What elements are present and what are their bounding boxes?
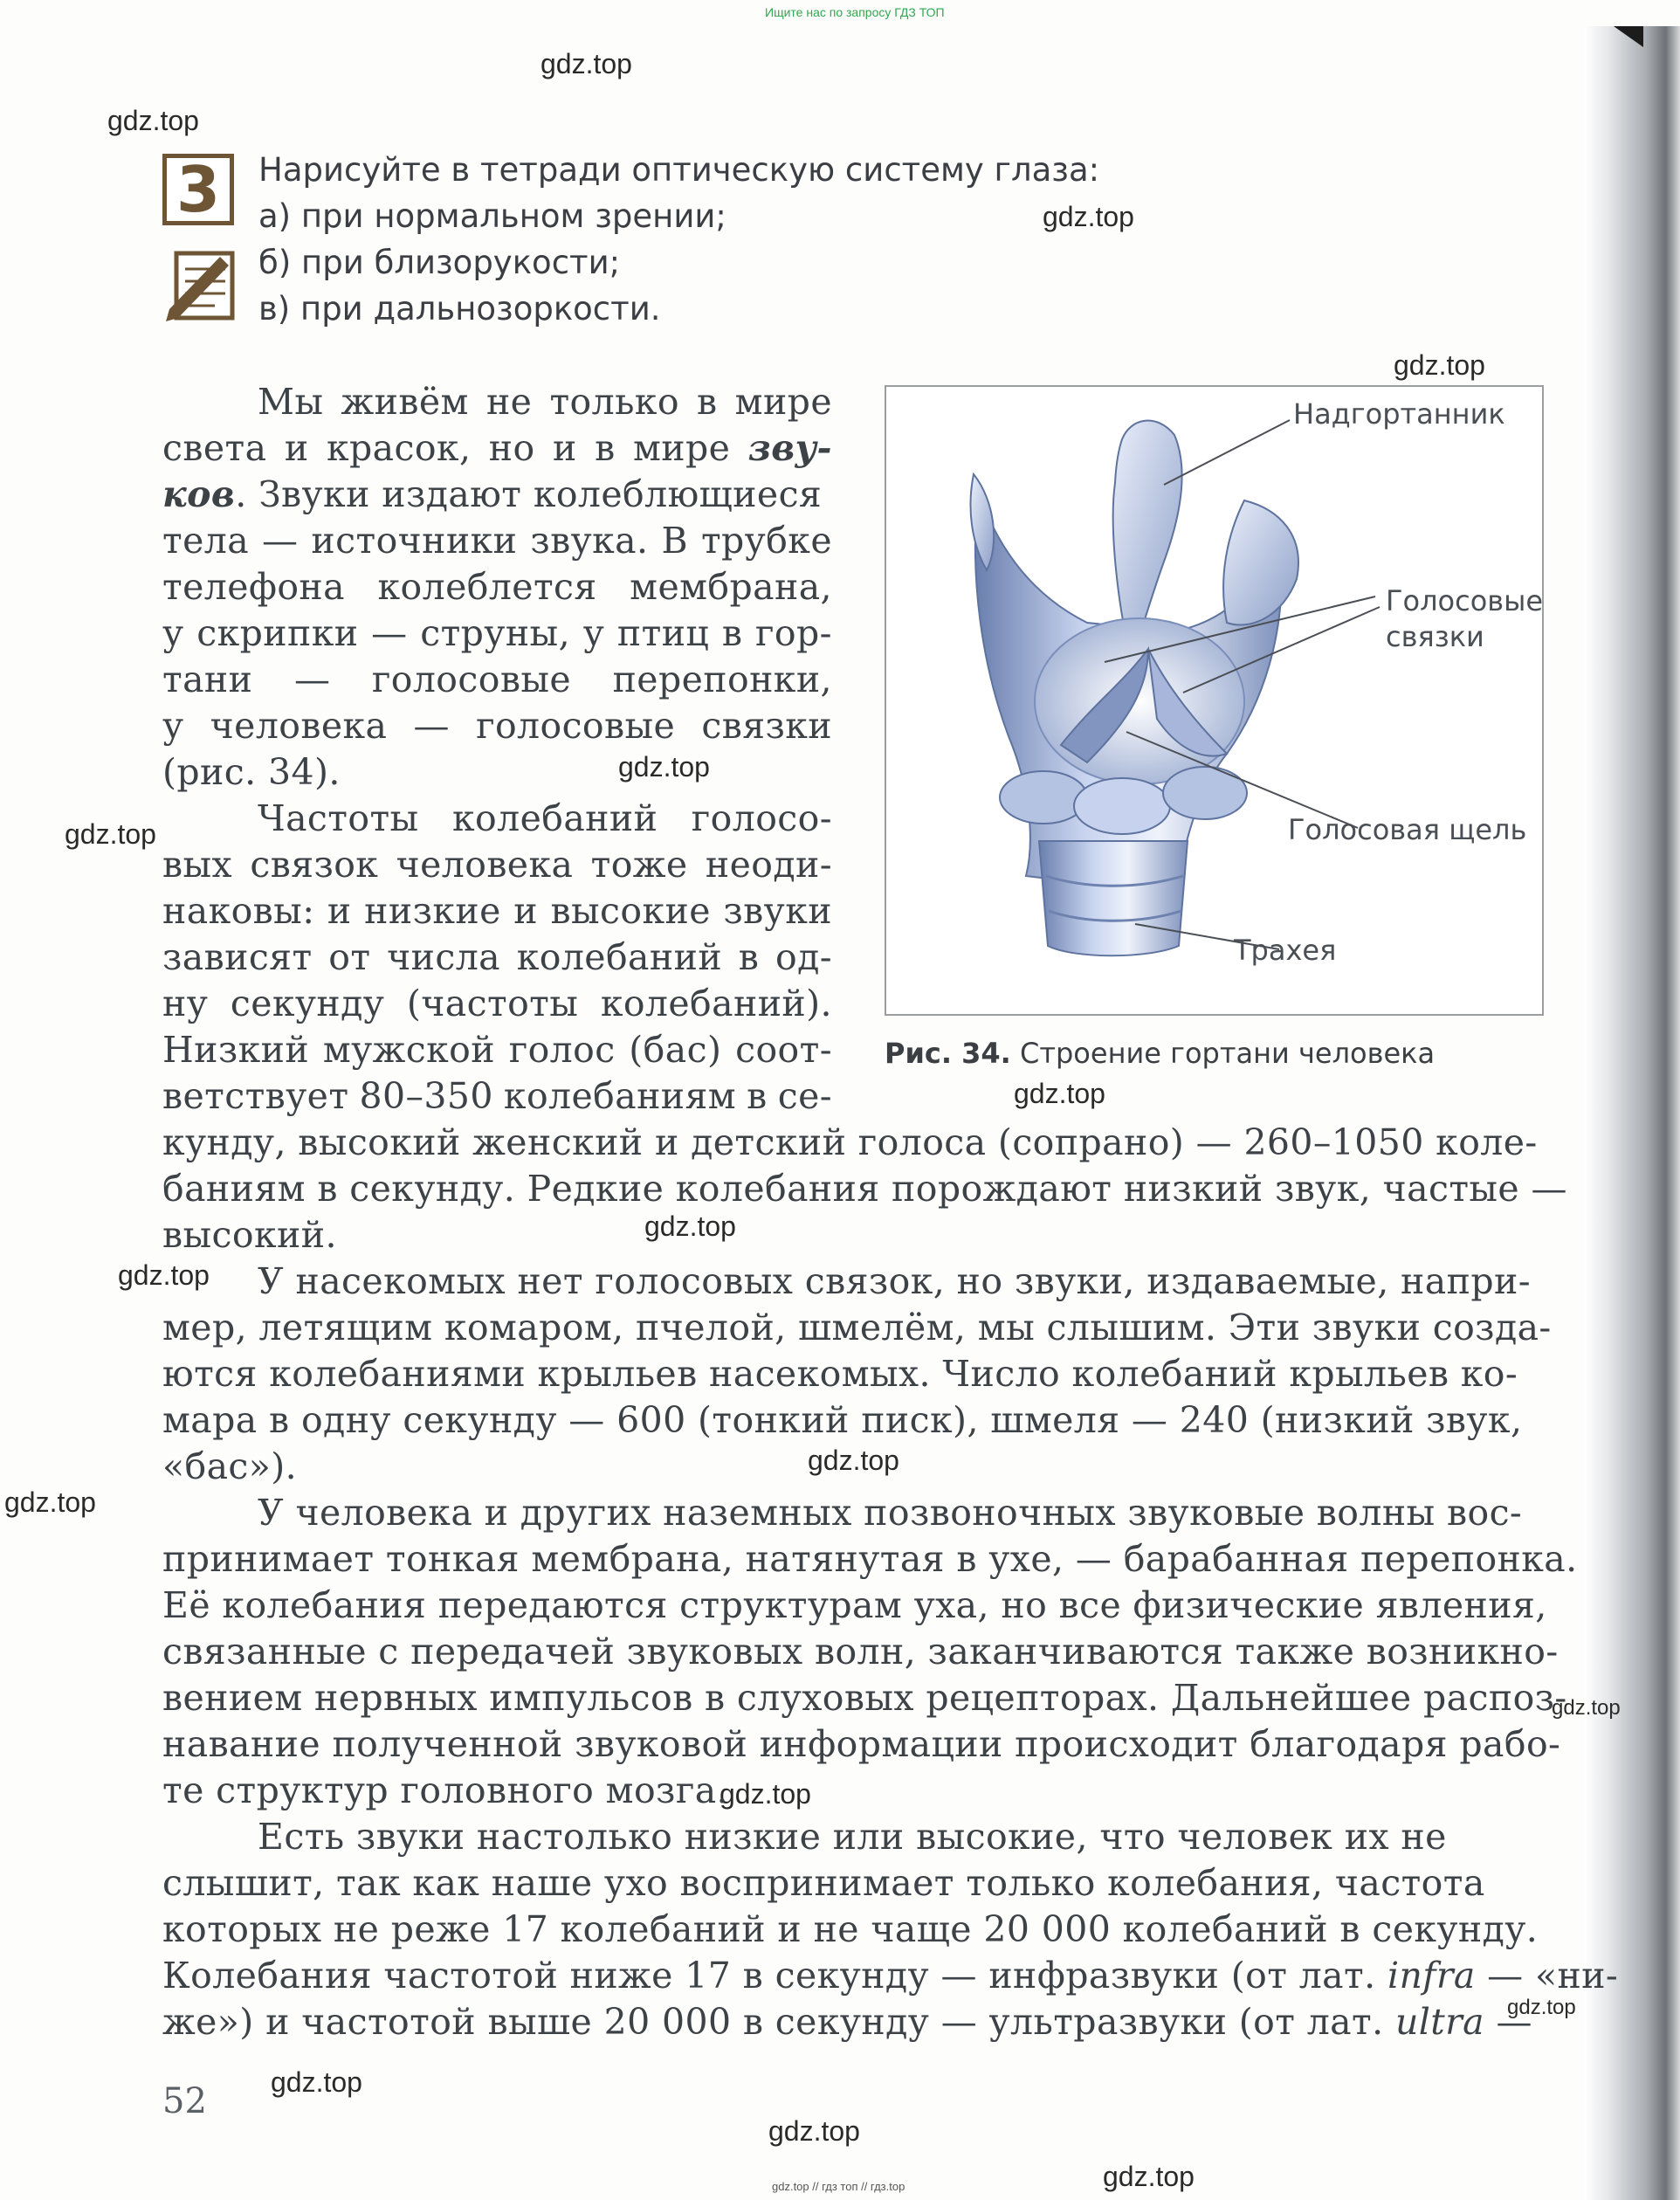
label-vocal-cords: связки — [1386, 620, 1484, 653]
term-sounds: ков — [162, 473, 236, 515]
footer-links[interactable]: gdz.top // гдз топ // гдз.top — [772, 2180, 905, 2193]
watermark: gdz.top — [1552, 1696, 1621, 1720]
watermark: gdz.top — [1103, 2161, 1195, 2192]
para2-line: наковы: и низкие и высокие звуки — [162, 890, 832, 932]
notebook-pencil-icon — [162, 246, 241, 325]
larynx-illustration — [886, 387, 1542, 1014]
term-sounds: зву- — [747, 427, 832, 469]
watermark: gdz.top — [1043, 201, 1134, 232]
para5-line: Колебания частотой ниже 17 в секунду — инфразвуки (от лат. infra — «ни- — [162, 1955, 1619, 1997]
page-edge-shadow — [1584, 26, 1680, 2200]
watermark: gdz.top — [644, 1210, 736, 1242]
para3-line: ются колебаниями крыльев насекомых. Число колебаний крыльев ко- — [162, 1353, 1518, 1395]
para1-line: Мы живём не только в мире — [258, 381, 832, 423]
para1-line: тани — голосовые перепонки, — [162, 659, 832, 700]
label-trachea: Трахея — [1234, 934, 1337, 967]
para1-line: (рис. 34). — [162, 751, 341, 793]
watermark: gdz.top — [118, 1259, 210, 1291]
latin-term: ultra — [1394, 2001, 1485, 2043]
para2-line: баниям в секунду. Редкие колебания порождают низкий звук, частые — — [162, 1168, 1567, 1210]
figure-caption: Рис. 34. Строение гортани человека — [885, 1037, 1436, 1070]
para5-line: которых не реже 17 колебаний и не чаще 20 000 колебаний в секунду. — [162, 1908, 1539, 1950]
para4-line: вением нервных импульсов в слуховых рецепторах. Дальнейшее распоз- — [162, 1677, 1567, 1719]
para3-line: мара в одну секунду — 600 (тонкий писк), шмеля — 240 (низкий звук, — [162, 1399, 1523, 1441]
para3-line: «бас»). — [162, 1445, 298, 1487]
para1-line: у человека — голосовые связки — [162, 705, 832, 747]
para5-line: слышит, так как наше ухо воспринимает только колебания, частота — [162, 1862, 1485, 1904]
task-title: Нарисуйте в тетради оптическую систему глаза: — [258, 151, 1100, 189]
label-vocal-cords: Голосовые — [1386, 584, 1544, 617]
para4-line: те структур головного мозга. — [162, 1769, 728, 1811]
watermark: gdz.top — [808, 1445, 899, 1476]
para4-line: У человека и других наземных позвоночных звуковые волны вос- — [258, 1492, 1523, 1534]
para2-line: вых связок человека тоже неоди- — [162, 844, 832, 886]
watermark: gdz.top — [1394, 349, 1485, 381]
para1-line: телефона колеблется мембрана, — [162, 566, 832, 608]
page-corner — [1614, 26, 1643, 47]
page-number: 52 — [162, 2081, 207, 2121]
watermark: gdz.top — [4, 1486, 96, 1518]
top-banner[interactable]: Ищите нас по запросу ГДЗ ТОП — [765, 5, 945, 19]
para2-line: Частоты колебаний голосо- — [258, 797, 832, 839]
task-number-icon: 3 — [162, 154, 234, 225]
watermark: gdz.top — [271, 2066, 362, 2098]
para5-line: же») и частотой выше 20 000 в секунду — ультразвуки (от лат. ultra — — [162, 2001, 1532, 2043]
watermark: gdz.top — [1507, 1996, 1576, 2019]
task-item-c: в) при дальнозоркости. — [258, 290, 661, 328]
watermark: gdz.top — [65, 818, 156, 850]
label-glottis: Голосовая щель — [1288, 813, 1527, 846]
para4-line: принимает тонкая мембрана, натянутая в ухе, — барабанная перепонка. — [162, 1538, 1578, 1580]
para1-line: света и красок, но и в мире зву- — [162, 425, 832, 472]
watermark: gdz.top — [1014, 1078, 1105, 1109]
label-epiglottis: Надгортанник — [1293, 397, 1505, 431]
para2-line: кунду, высокий женский и детский голоса (сопрано) — 260–1050 коле- — [162, 1121, 1538, 1163]
para2-line: ну секунду (частоты колебаний). — [162, 983, 832, 1024]
figure-34-box — [885, 385, 1544, 1016]
latin-term: infra — [1387, 1955, 1476, 1997]
watermark: gdz.top — [768, 2115, 860, 2147]
para4-line: связанные с передачей звуковых волн, заканчиваются также возникно- — [162, 1631, 1559, 1672]
watermark: gdz.top — [720, 1778, 811, 1810]
para1-line: ков. Звуки издают колеблющиеся — [162, 473, 823, 515]
watermark: gdz.top — [107, 105, 199, 136]
para2-line: высокий. — [162, 1214, 337, 1256]
watermark: gdz.top — [618, 751, 710, 783]
task-item-b: б) при близорукости; — [258, 244, 621, 281]
para1-line: у скрипки — струны, у птиц в гор- — [162, 612, 832, 654]
para4-line: Её колебания передаются структурам уха, но все физические явления, — [162, 1584, 1547, 1626]
task-item-a: а) при нормальном зрении; — [258, 197, 726, 235]
para2-line: Низкий мужской голос (бас) соот- — [162, 1029, 832, 1071]
para5-line: Есть звуки настолько низкие или высокие, что человек их не — [258, 1816, 1447, 1858]
para3-line: У насекомых нет голосовых связок, но звуки, издаваемые, напри- — [258, 1260, 1531, 1302]
para2-line: зависят от числа колебаний в од- — [162, 936, 832, 978]
para2-line: ветствует 80–350 колебаниям в се- — [162, 1075, 832, 1117]
para4-line: навание полученной звуковой информации происходит благодаря рабо- — [162, 1723, 1561, 1765]
para1-line: тела — источники звука. В трубке — [162, 520, 832, 562]
watermark: gdz.top — [540, 48, 632, 79]
para3-line: мер, летящим комаром, пчелой, шмелём, мы слышим. Эти звуки созда- — [162, 1307, 1552, 1348]
